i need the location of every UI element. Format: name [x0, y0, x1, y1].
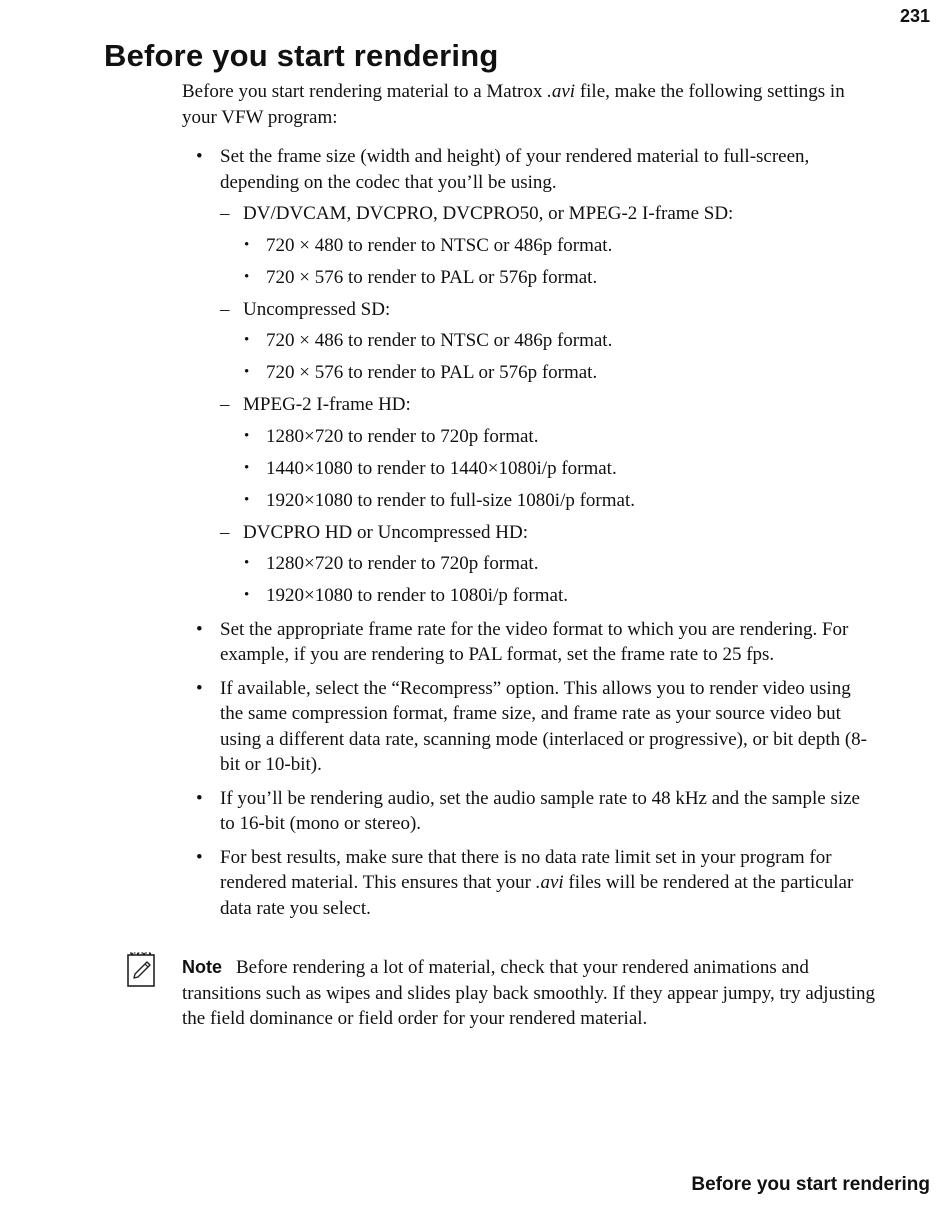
note-block — [182, 955, 882, 1032]
resolution-list — [243, 233, 872, 291]
dash-bullet: – — [220, 521, 230, 543]
bullet: • — [196, 846, 203, 868]
small-bullet: • — [244, 491, 250, 508]
page-number: 231 — [899, 6, 930, 26]
resolution-item — [243, 424, 872, 450]
main-content — [182, 79, 872, 929]
bullet: • — [196, 146, 203, 167]
small-bullet: • — [244, 555, 250, 571]
resolution-text: 1440×1080 to render to 1440×1080i/p format. — [266, 457, 617, 479]
intro-paragraph — [182, 79, 872, 130]
resolution-list — [243, 328, 872, 386]
resolution-text: 1280×720 to render to 720p format. — [266, 425, 539, 447]
bullet: • — [196, 787, 203, 809]
list-item-frame-size — [182, 144, 872, 609]
dash-bullet: – — [220, 394, 230, 415]
note-text: Before rendering a lot of material, check that your rendered animations and transitions such as wipes and slides play back smoothly. If they appear jumpy, try adjusting the field dominance or field order for your rendered material. — [182, 957, 876, 1029]
list-item-text: If you’ll be rendering audio, set the audio sample rate to 48 kHz and the sample size to 16-bit (mono or stereo). — [220, 787, 860, 834]
intro-file-extension: .avi — [547, 81, 576, 102]
small-bullet: • — [244, 459, 250, 476]
list-item-data-rate — [182, 845, 872, 922]
codec-group-label: MPEG-2 I-frame HD: — [243, 394, 411, 415]
dash-bullet: – — [220, 298, 230, 320]
small-bullet: • — [244, 364, 250, 380]
resolution-item — [243, 551, 872, 577]
list-item-text-after: files will be rendered at the particular data rate you select. — [220, 872, 854, 919]
resolution-item — [243, 456, 872, 482]
settings-list — [182, 144, 872, 921]
page-footer: Before you start rendering — [691, 1174, 930, 1195]
dash-bullet: – — [220, 203, 230, 224]
list-item-audio — [182, 786, 872, 837]
resolution-text: 720 × 480 to render to NTSC or 486p format. — [266, 234, 613, 256]
codec-group-sd — [220, 201, 872, 290]
codec-group-mpeg2-hd — [220, 392, 872, 513]
resolution-text: 720 × 576 to render to PAL or 576p format. — [266, 362, 598, 383]
codec-group-uncompressed-sd — [220, 297, 872, 386]
small-bullet: • — [244, 236, 250, 253]
list-item-text: If available, select the “Recompress” option. This allows you to render video using the same compression format, frame size, and frame rate as your source video but using a different data rate, scanning mode (interlaced or progressive), or bit depth (8-bit or 10-bit). — [220, 677, 868, 775]
list-item-recompress — [182, 676, 872, 778]
codec-group-label: DV/DVCAM, DVCPRO, DVCPRO50, or MPEG-2 I-frame SD: — [243, 203, 734, 224]
resolution-text: 720 × 576 to render to PAL or 576p format. — [266, 266, 598, 288]
page-heading: Before you start rendering — [104, 38, 499, 73]
resolution-text: 1280×720 to render to 720p format. — [266, 553, 539, 574]
resolution-list — [243, 551, 872, 609]
resolution-text: 1920×1080 to render to 1080i/p format. — [266, 585, 568, 606]
intro-text-before: Before you start rendering material to a Matrox — [182, 81, 548, 102]
resolution-item — [243, 233, 872, 259]
note-pencil-icon — [125, 950, 157, 988]
codec-group-label: Uncompressed SD: — [243, 298, 391, 320]
small-bullet: • — [244, 587, 250, 603]
list-item-text: Set the appropriate frame rate for the video format to which you are rendering. For example, if you are rendering to PAL format, set the frame rate to 25 fps. — [220, 618, 849, 665]
list-item-text-before: For best results, make sure that there is no data rate limit set in your program for rendered material. This ensures that your — [220, 846, 832, 893]
resolution-text: 720 × 486 to render to NTSC or 486p format. — [266, 330, 613, 351]
note-label: Note — [182, 957, 222, 977]
resolution-item — [243, 265, 872, 291]
resolution-item — [243, 583, 872, 609]
small-bullet: • — [244, 332, 250, 348]
file-extension: .avi — [535, 872, 564, 893]
small-bullet: • — [244, 427, 250, 444]
bullet: • — [196, 618, 203, 640]
small-bullet: • — [244, 268, 250, 285]
resolution-item — [243, 360, 872, 386]
codec-group-dvcpro-hd — [220, 520, 872, 609]
list-item-frame-rate — [182, 617, 872, 668]
codec-group-label: DVCPRO HD or Uncompressed HD: — [243, 521, 528, 543]
resolution-item — [243, 488, 872, 514]
bullet: • — [196, 677, 203, 699]
resolution-item — [243, 328, 872, 354]
intro-text-after: file, make the following settings in your VFW program: — [182, 81, 845, 128]
resolution-text: 1920×1080 to render to full-size 1080i/p format. — [266, 489, 635, 511]
list-item-text: Set the frame size (width and height) of your rendered material to full-screen, depending on the codec that you’ll be using. — [220, 146, 810, 193]
codec-group-list — [220, 201, 872, 609]
resolution-list — [243, 424, 872, 514]
